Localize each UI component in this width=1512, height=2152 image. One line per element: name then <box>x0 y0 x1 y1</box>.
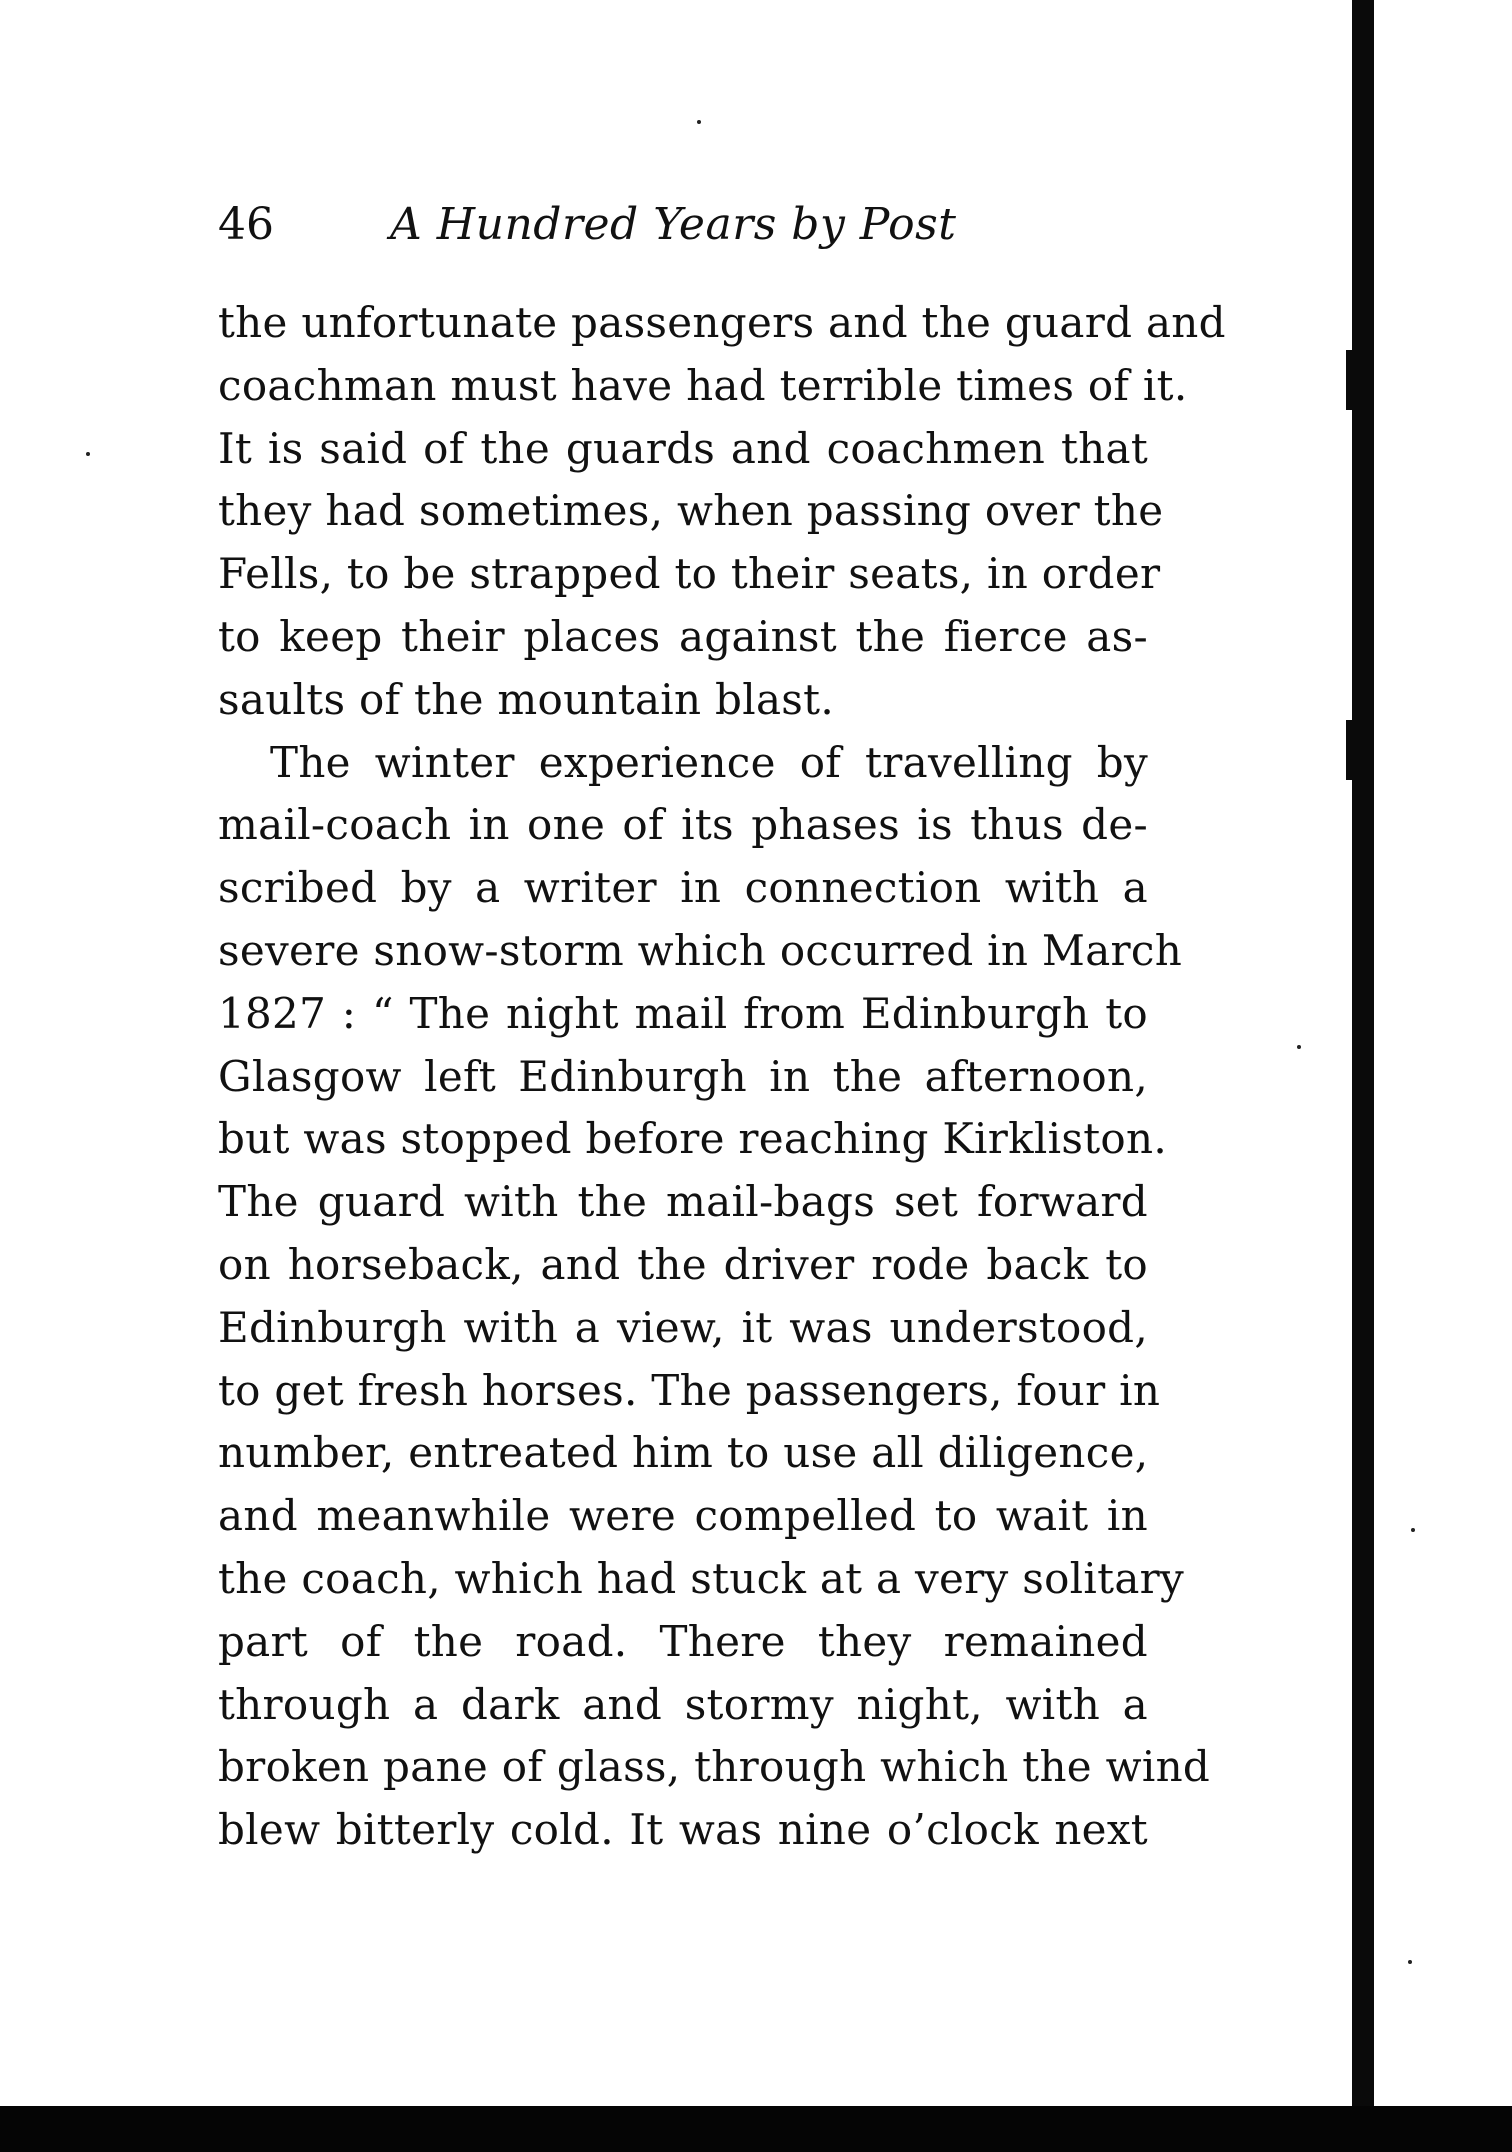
text-line: 1827 : “ The night mail from Edinburgh to <box>218 988 1148 1038</box>
text-line: Fells, to be strapped to their seats, in order <box>218 549 1161 599</box>
page-header <box>218 195 1018 265</box>
text-line: on horseback, and the driver rode back to <box>218 1239 1148 1289</box>
text-line: to get fresh horses. The passengers, four in <box>218 1365 1161 1415</box>
book-spine-shadow <box>1352 0 1374 2110</box>
spine-shadow-notch <box>1346 350 1360 410</box>
text-line: It is said of the guards and coachmen that <box>218 423 1148 473</box>
scan-speck <box>697 120 701 124</box>
text-line: The winter experience of travelling by <box>270 737 1148 787</box>
text-line: saults of the mountain blast. <box>218 674 834 724</box>
spine-shadow-notch <box>1346 720 1360 780</box>
text-line: to keep their places against the fierce as- <box>218 611 1148 661</box>
text-line: through a dark and stormy night, with a <box>218 1679 1148 1729</box>
scan-speck <box>1411 1528 1415 1532</box>
paragraph-2 <box>218 732 1211 1862</box>
text-line: The guard with the mail-bags set forward <box>218 1177 1148 1227</box>
text-line: part of the road. There they remained <box>218 1616 1148 1666</box>
running-title: A Hundred Years by Post <box>390 199 957 250</box>
scan-speck <box>1297 1045 1301 1049</box>
text-line: coachman must have had terrible times of it. <box>218 360 1188 410</box>
text-line: severe snow-storm which occurred in March <box>218 925 1183 975</box>
text-line: they had sometimes, when passing over the <box>218 486 1164 536</box>
scan-bottom-edge <box>0 2106 1512 2152</box>
text-line: scribed by a writer in connection with a <box>218 863 1148 913</box>
text-line: the unfortunate passengers and the guard and <box>218 298 1226 347</box>
text-line: but was stopped before reaching Kirkliston. <box>218 1114 1167 1164</box>
body-text <box>218 292 1226 1862</box>
text-line: mail-coach in one of its phases is thus de- <box>218 800 1148 850</box>
text-line: Glasgow left Edinburgh in the afternoon, <box>218 1051 1148 1101</box>
text-line: Edinburgh with a view, it was understood, <box>218 1302 1148 1352</box>
text-line: blew bitterly cold. It was nine o’clock next <box>218 1805 1148 1855</box>
paragraph-1 <box>218 292 1226 732</box>
scan-speck <box>1408 1960 1412 1964</box>
text-line: and meanwhile were compelled to wait in <box>218 1491 1148 1541</box>
text-line: the coach, which had stuck at a very solitary <box>218 1553 1185 1603</box>
text-line: broken pane of glass, through which the wind <box>218 1742 1211 1792</box>
scan-speck <box>86 452 90 456</box>
text-line: number, entreated him to use all diligence, <box>218 1428 1149 1478</box>
page-number: 46 <box>218 199 274 250</box>
